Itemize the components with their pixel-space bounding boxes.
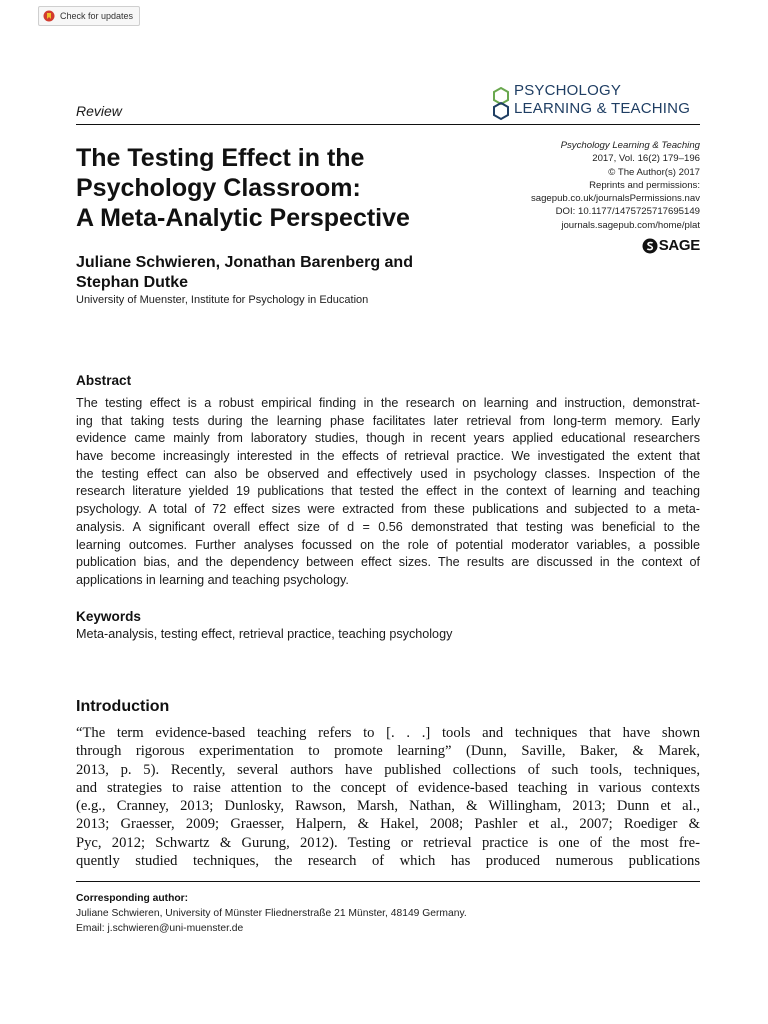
abstract-heading: Abstract <box>76 373 132 388</box>
journal-homepage-link[interactable]: journals.sagepub.com/home/plat <box>561 219 700 231</box>
body-line: through rigorous experimentation to promote learning” (Dunn, Saville, Baker, & Marek, <box>76 743 700 760</box>
affiliation: University of Muenster, Institute for Psychology in Education <box>76 294 369 306</box>
author-list <box>76 253 496 293</box>
body-line: quently studied techniques, the research of which has produced numerous publications <box>76 853 700 870</box>
abstract-line: The testing effect is a robust empirical finding in the research on learning and instruction, demonstrat- <box>76 396 700 410</box>
body-line: (e.g., Cranney, 2013; Dunlosky, Rawson, Marsh, Nathan, & Willingham, 2013; Dunn et al., <box>76 798 700 815</box>
abstract-line: analysis. A significant overall effect size of d = 0.56 demonstrated that testing was beneficial to the <box>76 519 700 534</box>
introduction-body <box>76 724 700 870</box>
abstract-line: learning outcomes. Further analyses focussed on the role of potential moderator variables, a possible <box>76 537 700 552</box>
abstract-line: ing that taking tests during the learning phase facilitates later retrieval from long-term memory. Early <box>76 413 700 428</box>
publisher-logo <box>642 237 700 254</box>
abstract-line: psychology. A total of 72 effect sizes were extracted from these publications and subjected to a meta- <box>76 502 700 517</box>
abstract-body <box>76 395 700 590</box>
title-line: The Testing Effect in the <box>76 144 365 172</box>
copyright: © The Author(s) 2017 <box>608 166 700 178</box>
body-line: Pyc, 2012; Schwartz & Gurung, 2012). Testing or retrieval practice is one of the most fre- <box>76 834 700 851</box>
issue-info: 2017, Vol. 16(2) 179–196 <box>592 153 700 165</box>
article-title <box>76 143 496 233</box>
keywords-list: Meta-analysis, testing effect, retrieval practice, teaching psychology <box>76 627 453 641</box>
reprints-label: Reprints and permissions: <box>589 179 700 191</box>
footnote-divider <box>76 881 700 882</box>
abstract-line: research literature yielded 19 publications that tested the effect in the context of learning and teaching <box>76 484 700 499</box>
body-line: and strategies to raise attention to the concept of evidence-based teaching in various contexts <box>76 779 700 796</box>
check-for-updates-button[interactable] <box>38 6 140 26</box>
title-line: Psychology Classroom: <box>76 174 361 202</box>
body-line: 2013; Graesser, 2009; Graesser, Halpern, & Hakel, 2008; Pashler et al., 2007; Roediger & <box>76 816 700 833</box>
journal-name: Psychology Learning & Teaching <box>560 140 700 151</box>
sage-s-icon <box>642 238 658 254</box>
journal-logo-line2: LEARNING & TEACHING <box>514 100 691 117</box>
body-line: 2013, p. 5). Recently, several authors have published collections of such tools, techniques, <box>76 761 700 778</box>
corresponding-author-heading: Corresponding author: <box>76 893 189 904</box>
doi[interactable]: DOI: 10.1177/1475725717695149 <box>555 206 700 218</box>
authors-line: Stephan Dutke <box>76 274 189 291</box>
keywords-heading: Keywords <box>76 609 141 624</box>
publisher-name: SAGE <box>658 237 700 254</box>
journal-logo-line1: PSYCHOLOGY <box>514 82 622 99</box>
corresponding-author-address: Juliane Schwieren, University of Münster Fliednerstraße 21 Münster, 48149 Germany. <box>76 908 467 919</box>
hexagon-logo-icon <box>492 87 510 121</box>
abstract-line: evidence came mainly from laboratory studies, though in recent years applied educational researchers <box>76 431 700 446</box>
journal-logo <box>492 83 707 121</box>
article-metadata <box>460 139 700 232</box>
header-divider <box>76 124 700 125</box>
abstract-line: applications in learning and teaching psychology. <box>76 572 349 587</box>
title-line: A Meta-Analytic Perspective <box>76 204 410 232</box>
update-icon <box>43 10 55 22</box>
authors-line: Juliane Schwieren, Jonathan Barenberg and <box>76 254 413 271</box>
article-type: Review <box>76 103 122 119</box>
body-line: “The term evidence-based teaching refers to [. . .] tools and techniques that have shown <box>76 725 700 741</box>
permissions-link[interactable]: sagepub.co.uk/journalsPermissions.nav <box>530 193 700 205</box>
abstract-line: have become increasingly interested in the effects of retrieval practice. We investigated the extent that <box>76 449 700 464</box>
introduction-heading: Introduction <box>76 698 170 715</box>
abstract-line: the testing effect can also be observed and effectively used in psychology classes. Inspection of the <box>76 466 700 481</box>
check-for-updates-label: Check for updates <box>60 11 134 21</box>
corresponding-author-footnote <box>76 891 700 936</box>
corresponding-author-email[interactable]: Email: j.schwieren@uni-muenster.de <box>76 923 244 934</box>
abstract-line: publication bias, and the dependency between effect sizes. The results are discussed in the context of <box>76 555 700 570</box>
